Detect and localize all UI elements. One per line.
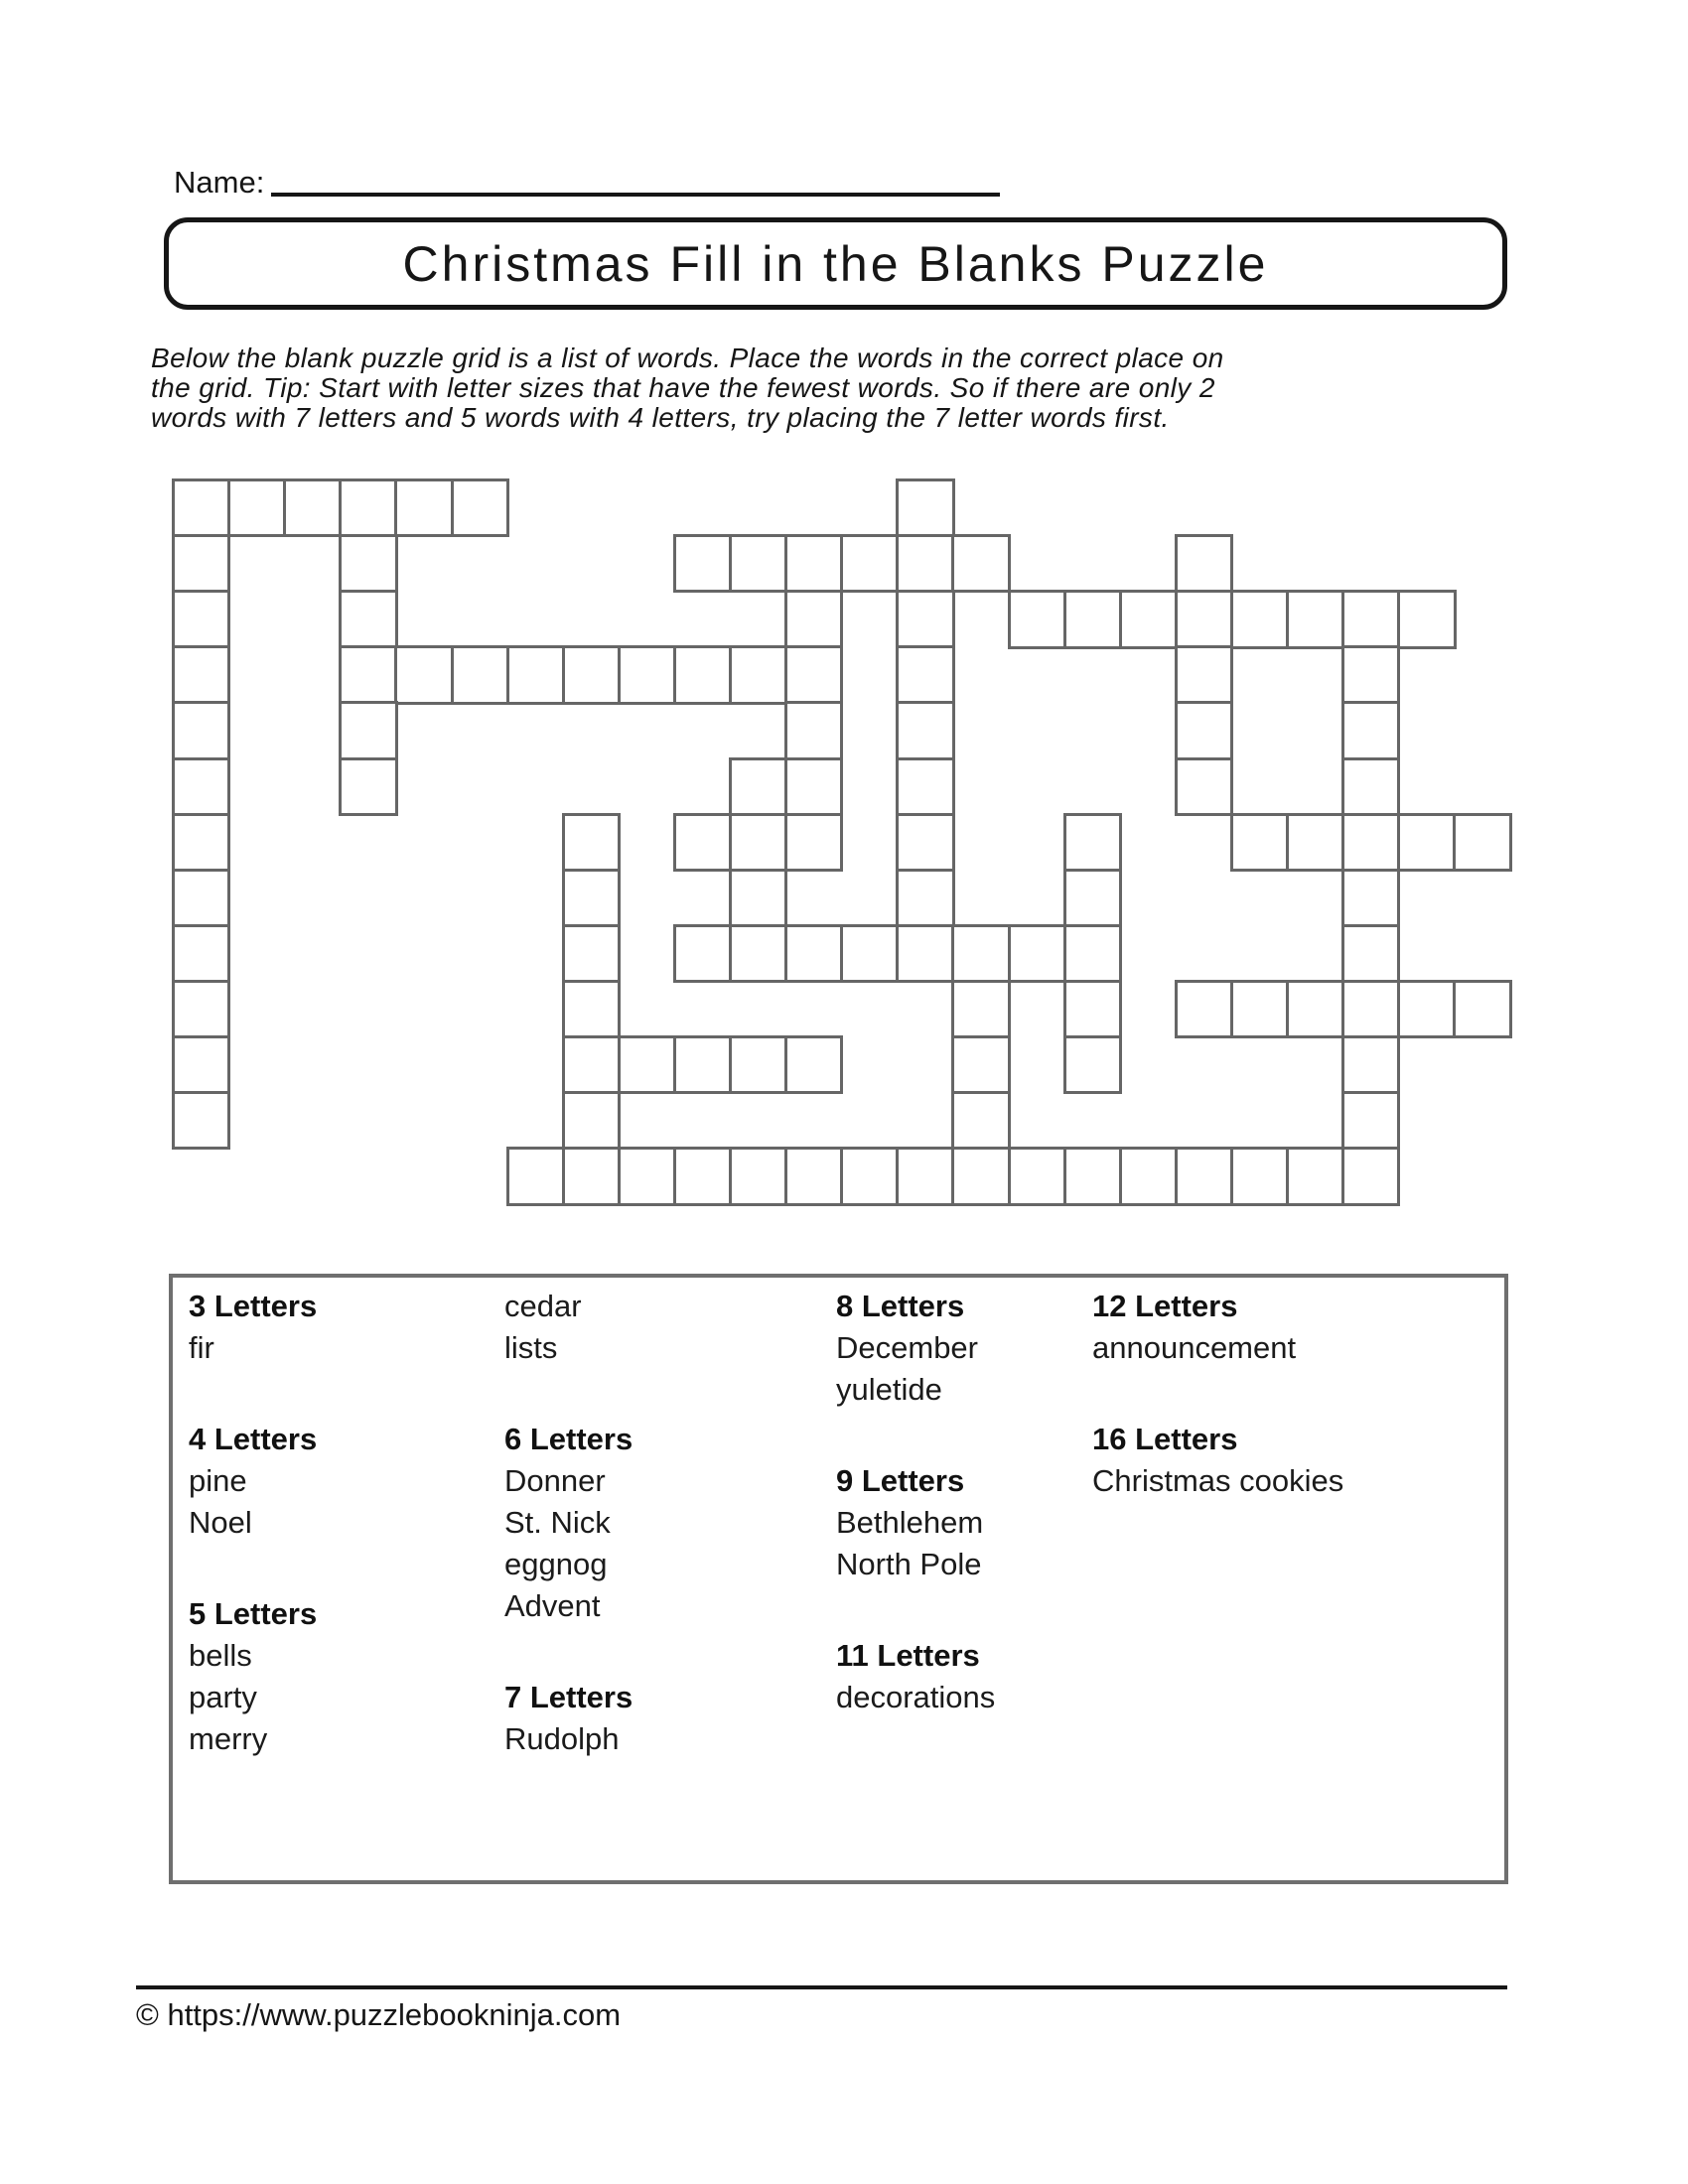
grid-cell: [840, 924, 899, 983]
grid-cell: [1341, 1035, 1400, 1094]
grid-cell: [394, 478, 453, 537]
word-item: Bethlehem: [836, 1505, 984, 1540]
grid-cell: [896, 590, 954, 648]
grid-cell: [1341, 645, 1400, 704]
word-item: yuletide: [836, 1372, 942, 1407]
instruction-line: Below the blank puzzle grid is a list of words. Place the words in the correct place on: [151, 342, 1224, 373]
grid-cell: [1453, 980, 1511, 1038]
grid-cell: [896, 534, 954, 593]
word-item: pine: [189, 1463, 247, 1498]
grid-cell: [1063, 980, 1122, 1038]
grid-cell: [1063, 1035, 1122, 1094]
name-label: Name:: [174, 165, 265, 200]
grid-cell: [840, 1147, 899, 1205]
grid-cell: [1175, 1147, 1233, 1205]
word-item: lists: [504, 1330, 558, 1365]
grid-cell: [951, 924, 1010, 983]
grid-cell: [1119, 590, 1178, 648]
word-list-spacer: [836, 1585, 995, 1635]
word-list-spacer: [504, 1369, 633, 1419]
instructions: [151, 343, 1472, 433]
grid-cell: [562, 1091, 621, 1150]
word-item: Noel: [189, 1505, 252, 1540]
grid-cell: [227, 478, 286, 537]
grid-cell: [951, 1091, 1010, 1150]
instruction-line: the grid. Tip: Start with letter sizes that have the fewest words. So if there are only 2: [151, 372, 1215, 403]
puzzle-grid: [172, 478, 1512, 1206]
grid-cell: [1119, 1147, 1178, 1205]
word-item: announcement: [1092, 1330, 1297, 1365]
grid-cell: [896, 757, 954, 816]
grid-cell: [1230, 980, 1289, 1038]
word-length-heading: 4 Letters: [189, 1422, 318, 1456]
word-length-heading: 8 Letters: [836, 1289, 965, 1323]
grid-cell: [618, 1147, 676, 1205]
name-blank-line: [271, 193, 1000, 197]
grid-cell: [951, 534, 1010, 593]
grid-cell: [896, 1147, 954, 1205]
grid-cell: [1008, 1147, 1066, 1205]
grid-cell: [451, 645, 509, 704]
word-list-spacer: [504, 1627, 633, 1677]
grid-cell: [784, 534, 843, 593]
grid-cell: [1341, 590, 1400, 648]
grid-cell: [729, 924, 787, 983]
grid-cell: [172, 869, 230, 927]
word-item: North Pole: [836, 1547, 982, 1581]
grid-cell: [506, 1147, 565, 1205]
grid-cell: [1175, 701, 1233, 759]
word-length-heading: 7 Letters: [504, 1680, 633, 1714]
word-item: eggnog: [504, 1547, 608, 1581]
grid-cell: [673, 645, 732, 704]
grid-cell: [1230, 590, 1289, 648]
grid-cell: [784, 590, 843, 648]
grid-cell: [896, 478, 954, 537]
grid-cell: [896, 869, 954, 927]
word-length-heading: 12 Letters: [1092, 1289, 1238, 1323]
grid-cell: [1063, 869, 1122, 927]
grid-cell: [1341, 924, 1400, 983]
grid-cell: [729, 645, 787, 704]
grid-cell: [339, 701, 397, 759]
grid-cell: [1063, 813, 1122, 872]
word-length-heading: 6 Letters: [504, 1422, 633, 1456]
word-item: Advent: [504, 1588, 601, 1623]
grid-cell: [729, 534, 787, 593]
grid-cell: [729, 1147, 787, 1205]
grid-cell: [618, 645, 676, 704]
grid-cell: [172, 813, 230, 872]
grid-cell: [172, 645, 230, 704]
word-list-column: [1092, 1286, 1343, 1502]
grid-cell: [562, 1147, 621, 1205]
grid-cell: [1397, 590, 1456, 648]
grid-cell: [172, 478, 230, 537]
grid-cell: [1341, 980, 1400, 1038]
page-title: Christmas Fill in the Blanks Puzzle: [402, 235, 1269, 292]
grid-cell: [339, 590, 397, 648]
grid-cell: [784, 757, 843, 816]
grid-cell: [339, 645, 397, 704]
word-item: fir: [189, 1330, 214, 1365]
grid-cell: [1063, 924, 1122, 983]
grid-cell: [451, 478, 509, 537]
grid-cell: [1453, 813, 1511, 872]
grid-cell: [1063, 590, 1122, 648]
word-length-heading: 3 Letters: [189, 1289, 318, 1323]
word-list-column: [504, 1286, 633, 1760]
word-item: St. Nick: [504, 1505, 611, 1540]
grid-cell: [1175, 590, 1233, 648]
grid-cell: [951, 1147, 1010, 1205]
word-item: merry: [189, 1721, 268, 1756]
word-length-heading: 9 Letters: [836, 1463, 965, 1498]
grid-cell: [1341, 813, 1400, 872]
grid-cell: [562, 869, 621, 927]
grid-cell: [172, 1035, 230, 1094]
grid-cell: [784, 1035, 843, 1094]
grid-cell: [673, 534, 732, 593]
grid-cell: [618, 1035, 676, 1094]
grid-cell: [283, 478, 342, 537]
word-list-spacer: [189, 1369, 317, 1419]
grid-cell: [1175, 534, 1233, 593]
grid-cell: [172, 757, 230, 816]
grid-cell: [1175, 645, 1233, 704]
grid-cell: [172, 701, 230, 759]
word-item: Christmas cookies: [1092, 1463, 1344, 1498]
grid-cell: [673, 813, 732, 872]
grid-cell: [896, 645, 954, 704]
grid-cell: [896, 701, 954, 759]
word-list-spacer: [836, 1411, 995, 1460]
word-item: decorations: [836, 1680, 996, 1714]
grid-cell: [1286, 590, 1344, 648]
footer-rule: [136, 1985, 1507, 1989]
grid-cell: [1063, 1147, 1122, 1205]
grid-cell: [339, 478, 397, 537]
grid-cell: [506, 645, 565, 704]
grid-cell: [172, 924, 230, 983]
grid-cell: [562, 980, 621, 1038]
grid-cell: [1008, 924, 1066, 983]
grid-cell: [729, 757, 787, 816]
grid-cell: [951, 980, 1010, 1038]
grid-cell: [1341, 1091, 1400, 1150]
word-item: December: [836, 1330, 978, 1365]
grid-cell: [394, 645, 453, 704]
copyright-text: © https://www.puzzlebookninja.com: [136, 1997, 622, 2032]
grid-cell: [1286, 1147, 1344, 1205]
grid-cell: [1341, 701, 1400, 759]
grid-cell: [784, 645, 843, 704]
grid-cell: [1175, 757, 1233, 816]
grid-cell: [172, 980, 230, 1038]
grid-cell: [784, 924, 843, 983]
grid-cell: [1286, 813, 1344, 872]
grid-cell: [172, 534, 230, 593]
word-item: Rudolph: [504, 1721, 620, 1756]
title-box: [164, 217, 1507, 310]
word-length-heading: 5 Letters: [189, 1596, 318, 1631]
grid-cell: [673, 1147, 732, 1205]
grid-cell: [562, 924, 621, 983]
grid-cell: [1397, 813, 1456, 872]
grid-cell: [729, 813, 787, 872]
grid-cell: [784, 813, 843, 872]
grid-cell: [951, 1035, 1010, 1094]
grid-cell: [784, 1147, 843, 1205]
grid-cell: [172, 590, 230, 648]
word-list-column: [189, 1286, 317, 1760]
grid-cell: [1341, 757, 1400, 816]
word-length-heading: 16 Letters: [1092, 1422, 1238, 1456]
word-length-heading: 11 Letters: [836, 1638, 980, 1673]
instruction-line: words with 7 letters and 5 words with 4 letters, try placing the 7 letter words first.: [151, 402, 1170, 433]
grid-cell: [1230, 1147, 1289, 1205]
word-list-spacer: [189, 1544, 317, 1593]
grid-cell: [840, 534, 899, 593]
grid-cell: [339, 534, 397, 593]
grid-cell: [784, 701, 843, 759]
grid-cell: [1397, 980, 1456, 1038]
word-item: bells: [189, 1638, 252, 1673]
grid-cell: [562, 813, 621, 872]
grid-cell: [1341, 869, 1400, 927]
grid-cell: [172, 1091, 230, 1150]
grid-cell: [729, 869, 787, 927]
grid-cell: [896, 924, 954, 983]
grid-cell: [729, 1035, 787, 1094]
grid-cell: [673, 1035, 732, 1094]
grid-cell: [1341, 1147, 1400, 1205]
word-list-spacer: [1092, 1369, 1343, 1419]
grid-cell: [562, 1035, 621, 1094]
grid-cell: [562, 645, 621, 704]
word-item: party: [189, 1680, 257, 1714]
grid-cell: [896, 813, 954, 872]
word-item: Donner: [504, 1463, 606, 1498]
grid-cell: [1286, 980, 1344, 1038]
grid-cell: [1175, 980, 1233, 1038]
grid-cell: [1008, 590, 1066, 648]
word-item: cedar: [504, 1289, 582, 1323]
grid-cell: [339, 757, 397, 816]
grid-cell: [673, 924, 732, 983]
word-list-column: [836, 1286, 995, 1718]
grid-cell: [1230, 813, 1289, 872]
